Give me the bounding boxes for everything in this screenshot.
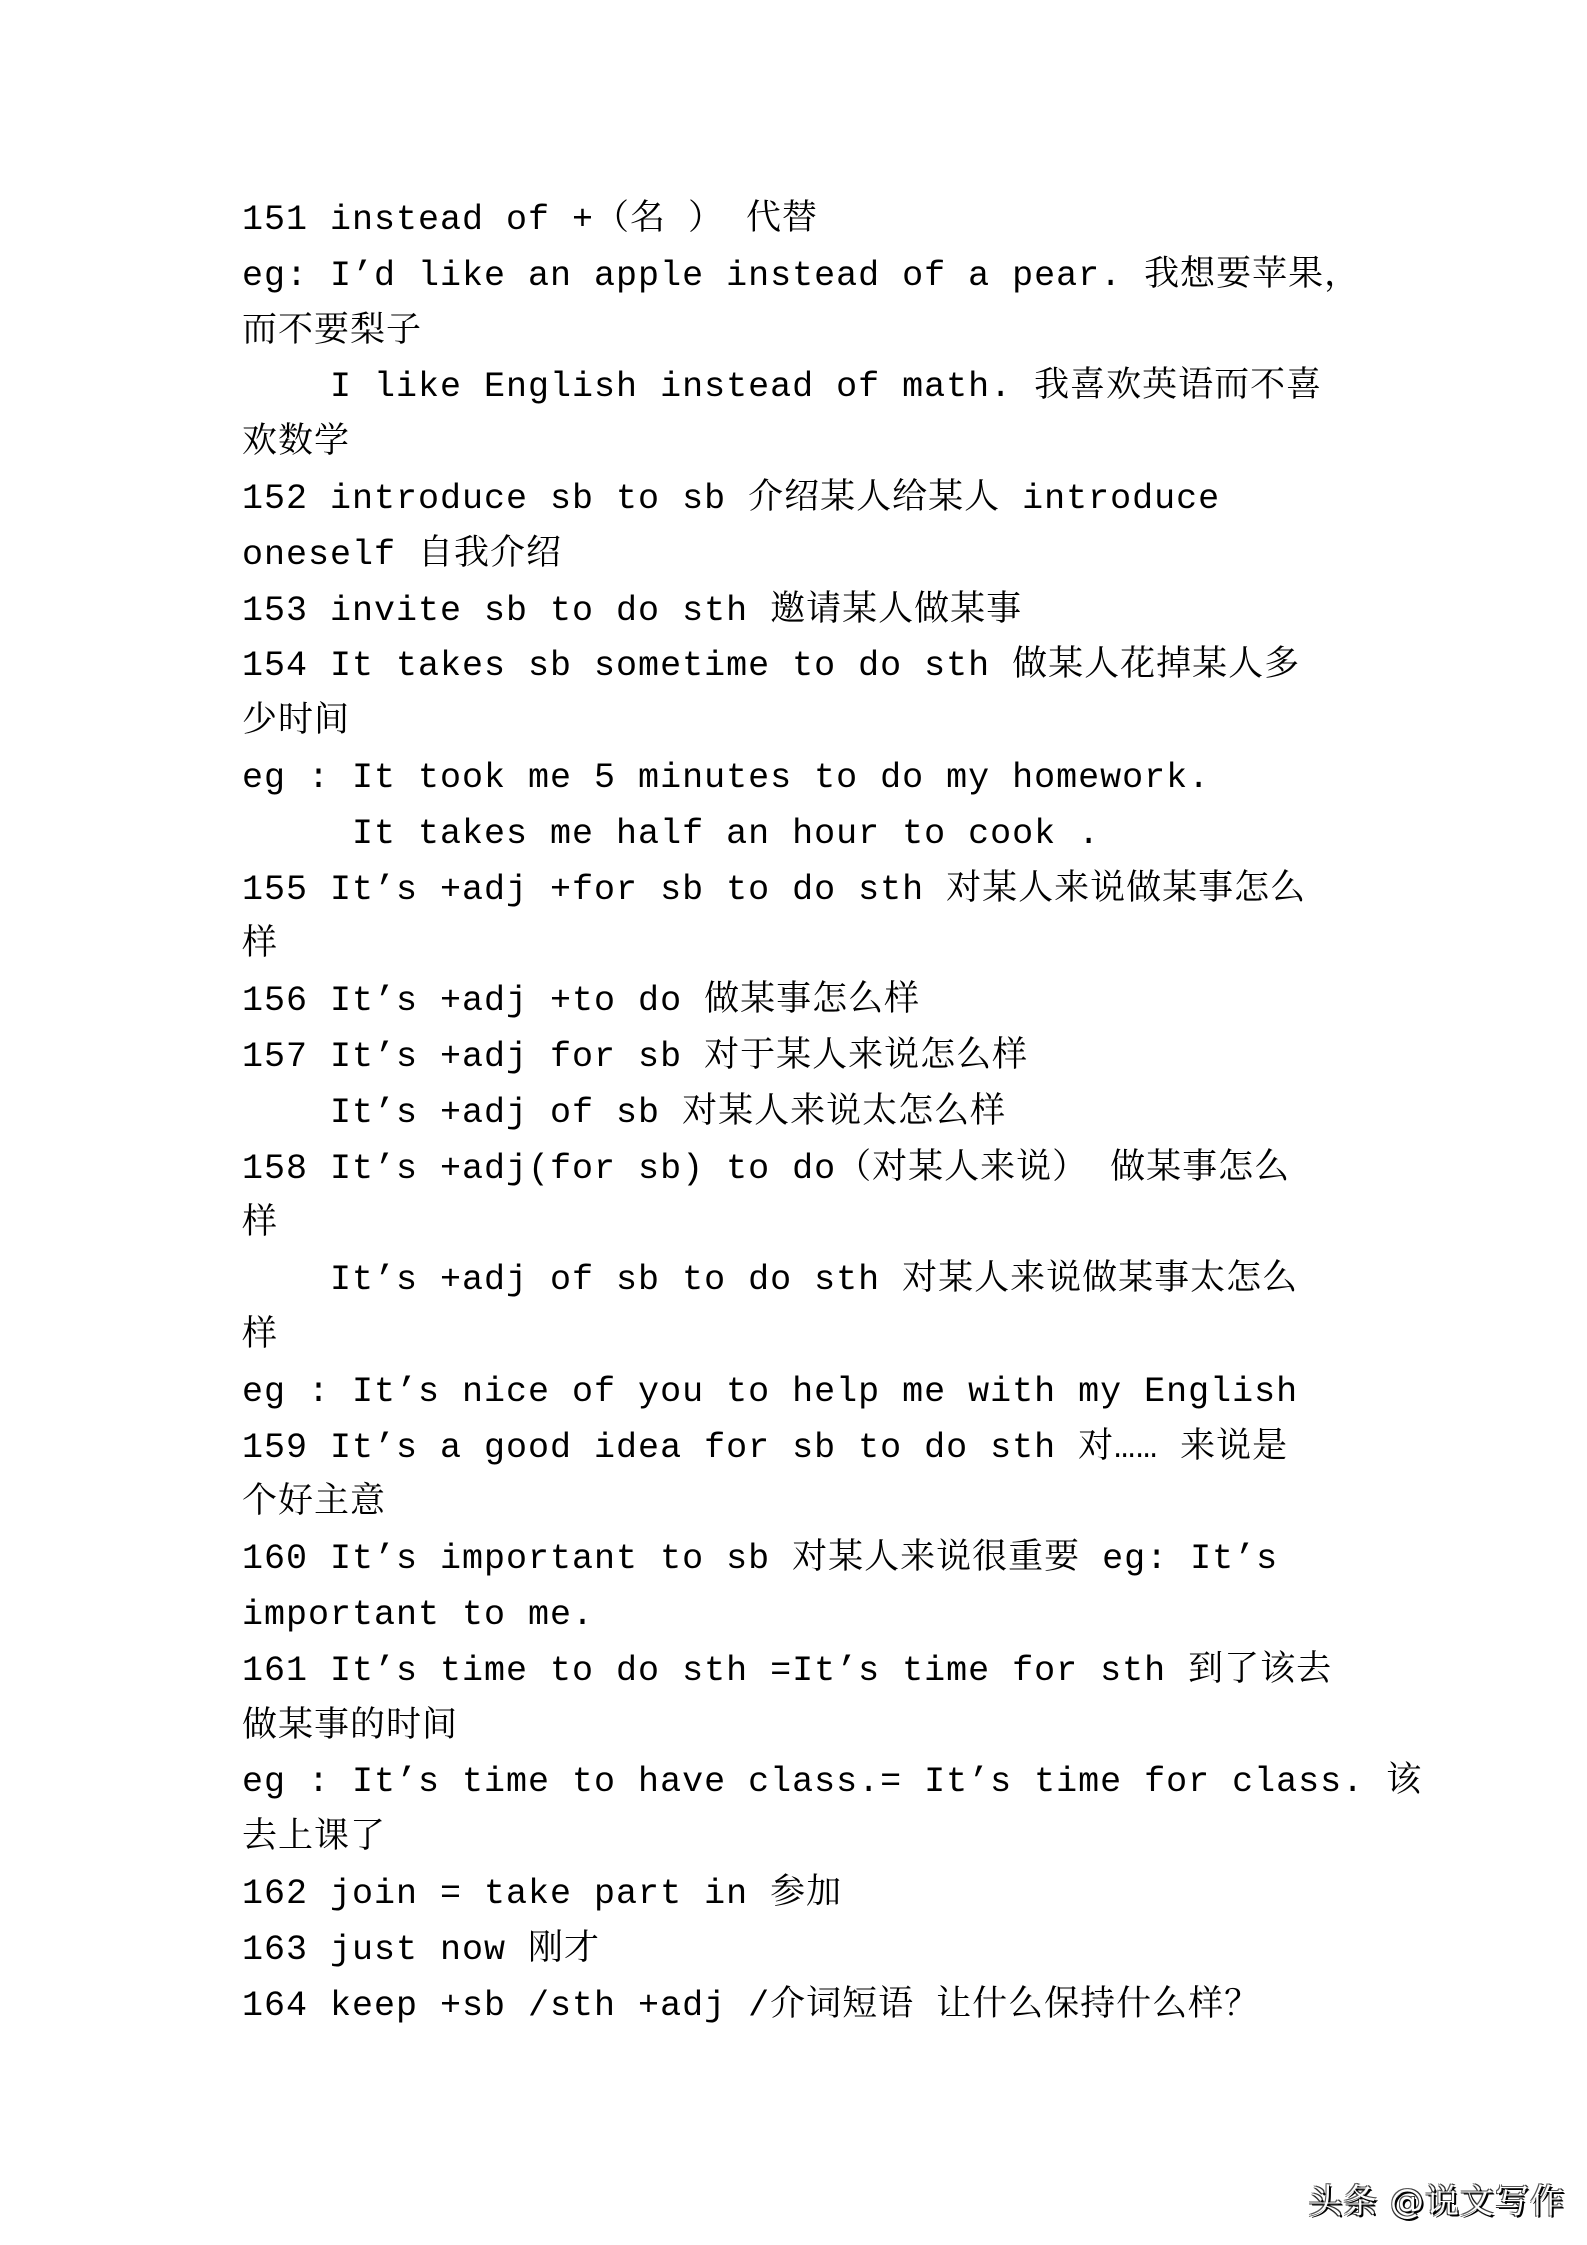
text-line: eg : It’s time to have class.= It’s time for class. 该 [242, 1762, 1423, 1803]
watermark: 头条 @说文写作 [1308, 2182, 1565, 2222]
text-line: eg: I’d like an apple instead of a pear. 我想要苹果， [242, 255, 1361, 296]
text-line: It’s +adj of sb 对某人来说太怎么样 [242, 1092, 1007, 1133]
text-line: eg : It took me 5 minutes to do my homework. [242, 757, 1211, 798]
text-line: 样 [242, 1315, 279, 1356]
text-line: 160 It’s important to sb 对某人来说很重要 eg: It’s [242, 1539, 1279, 1580]
text-line: It’s +adj of sb to do sth 对某人来说做某事太怎么 [242, 1260, 1299, 1301]
text-line: 样 [242, 925, 279, 966]
text-line: 157 It’s +adj for sb 对于某人来说怎么样 [242, 1036, 1029, 1077]
text-line: 而不要梨子 [242, 311, 423, 352]
text-line: It takes me half an hour to cook . [242, 813, 1101, 854]
document-body [242, 193, 1423, 2034]
text-line: 欢数学 [242, 423, 351, 464]
text-line: 少时间 [242, 702, 351, 743]
text-line: 164 keep +sb /sth +adj /介词短语 让什么保持什么样？ [242, 1985, 1261, 2026]
text-line: 153 invite sb to do sth 邀请某人做某事 [242, 590, 1023, 631]
text-line: eg : It’s nice of you to help me with my English [242, 1371, 1299, 1412]
text-line: 154 It takes sb sometime to do sth 做某人花掉某人多 [242, 646, 1301, 687]
text-line: 159 It’s a good idea for sb to do sth 对…… 来说是 [242, 1427, 1289, 1468]
text-line: 做某事的时间 [242, 1706, 459, 1747]
text-line: 155 It’s +adj +for sb to do sth 对某人来说做某事怎么 [242, 869, 1307, 910]
text-line: 161 It’s time to do sth =It’s time for sth 到了该去 [242, 1650, 1333, 1691]
text-line: 样 [242, 1204, 279, 1245]
text-line: 151 instead of +（名 ） 代替 [242, 200, 819, 240]
text-line: 163 just now 刚才 [242, 1929, 601, 1970]
text-line: 156 It’s +adj +to do 做某事怎么样 [242, 981, 921, 1022]
text-line: important to me. [242, 1594, 595, 1635]
text-line: 158 It’s +adj(for sb) to do（对某人来说） 做某事怎么 [242, 1148, 1291, 1189]
text-line: 去上课了 [242, 1818, 387, 1859]
text-line: oneself 自我介绍 [242, 534, 563, 575]
text-line: I like English instead of math. 我喜欢英语而不喜 [242, 367, 1323, 408]
text-line: 152 introduce sb to sb 介绍某人给某人 introduce [242, 478, 1221, 519]
text-line: 个好主意 [242, 1483, 387, 1524]
text-line: 162 join = take part in 参加 [242, 1873, 843, 1914]
